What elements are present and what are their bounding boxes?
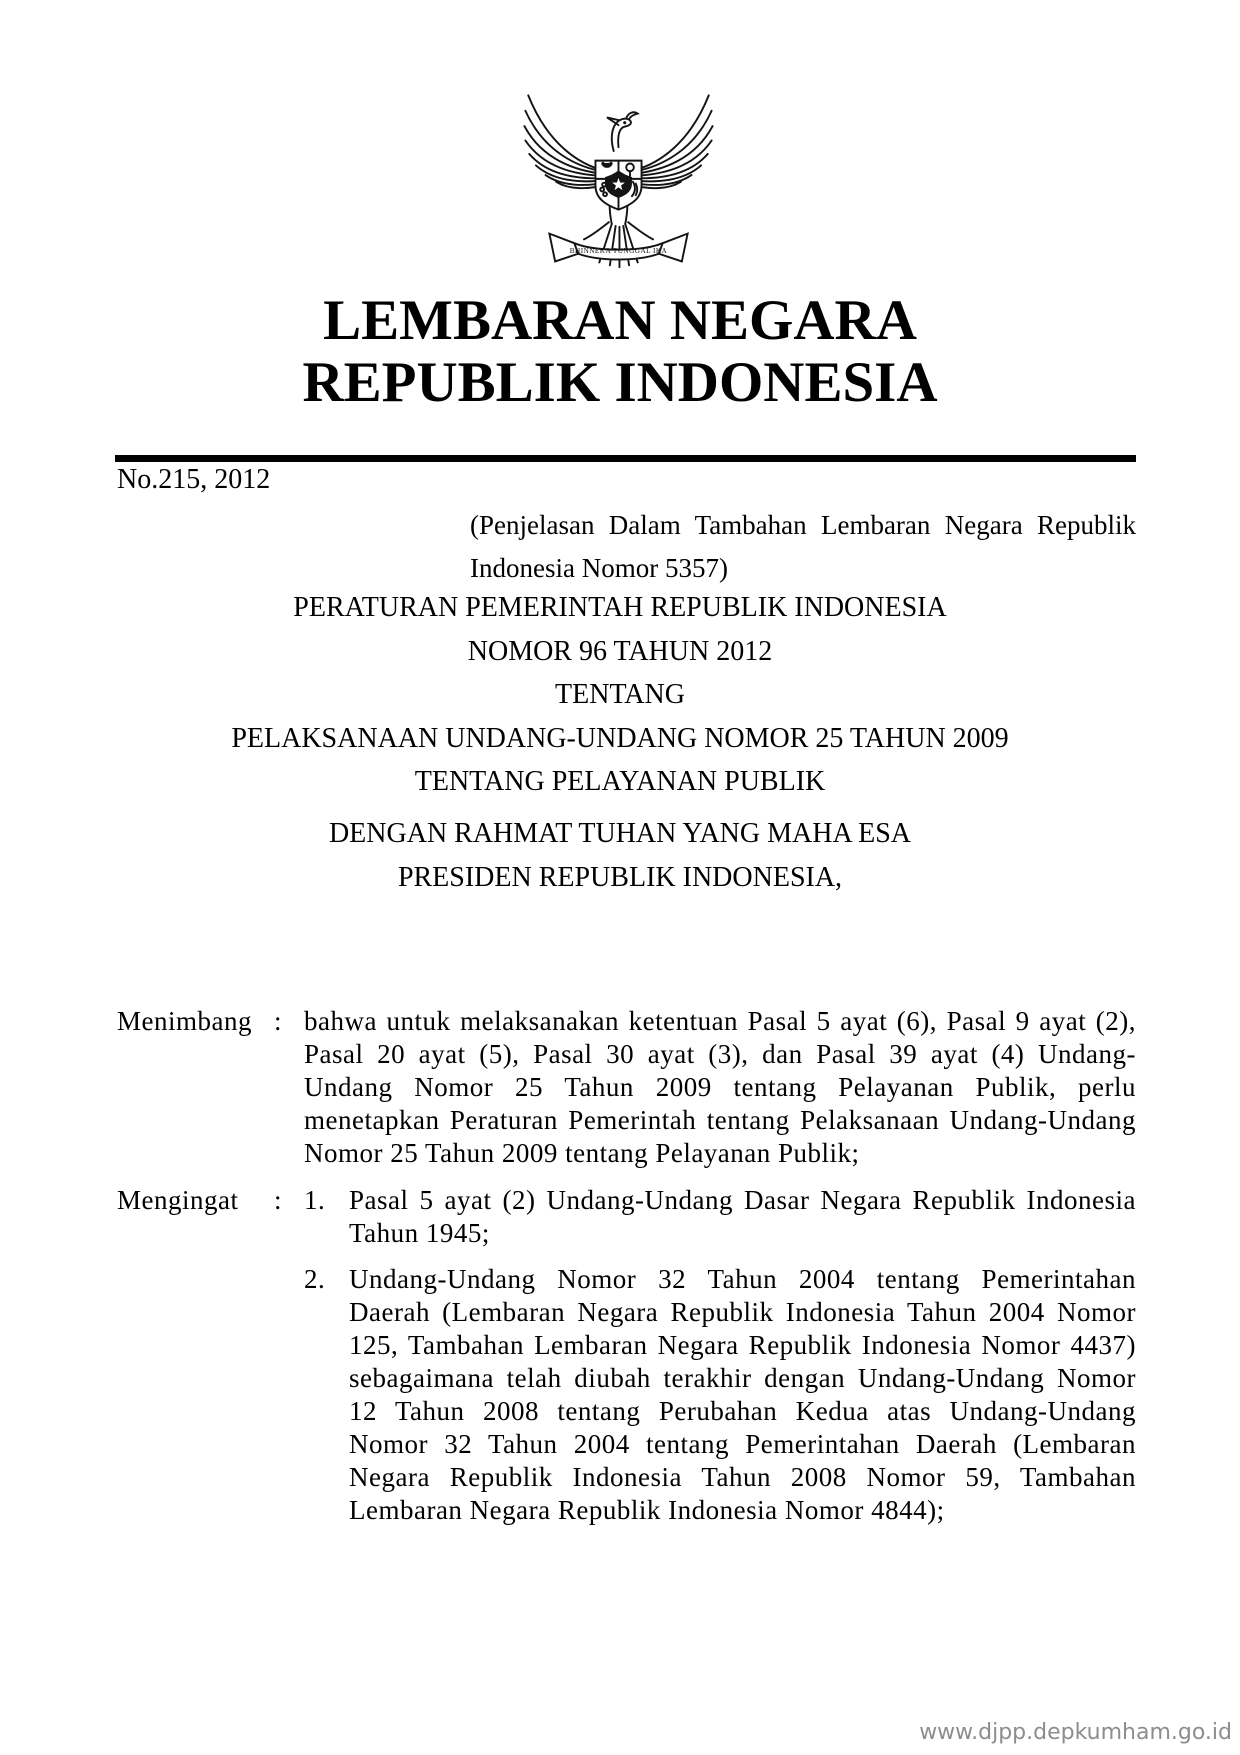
- annotation-note: (Penjelasan Dalam Tambahan Lembaran Negara Republik Indonesia Nomor 5357): [470, 510, 1136, 583]
- clause-label-colon: :: [273, 1006, 282, 1036]
- title-line-5: TENTANG PELAYANAN PUBLIK: [414, 766, 826, 797]
- pancasila-shield: [595, 161, 641, 210]
- title-line-4: PELAKSANAAN UNDANG-UNDANG NOMOR 25 TAHUN 2009: [231, 722, 1009, 754]
- title-line-1: PERATURAN PEMERINTAH REPUBLIK INDONESIA: [293, 592, 947, 623]
- clause-menimbang-label: [117, 1005, 282, 1170]
- list-item-text: Undang-Undang Nomor 32 Tahun 2004 tentang Pemerintahan Daerah (Lembaran Negara Republik Indonesia Tahun 2004 Nomor 125, Tambahan Lembaran Negara Republik Indonesia Nomor 4437) sebagaimana telah diubah terakhir dengan Undang-Undang Nomor 12 Tahun 2008 tentang Perubahan Kedua atas Undang-Undang Nomor 32 Tahun 2004 tentang Pemerintahan Daerah (Lembaran Negara Republik Indonesia Tahun 2008 Nomor 59, Tambahan Lembaran Negara Republik Indonesia Nomor 4844);: [349, 1264, 1136, 1525]
- preamble: [110, 812, 1130, 900]
- regulation-title-block: [110, 586, 1130, 804]
- list-item-number: 1.: [304, 1185, 326, 1215]
- clause-mengingat-label: [117, 1184, 282, 1527]
- preamble-invocation: DENGAN RAHMAT TUHAN YANG MAHA ESA: [328, 818, 912, 849]
- title-line-2: NOMOR 96 TAHUN 2012: [467, 635, 773, 667]
- garuda-pancasila-emblem: [520, 80, 717, 272]
- masthead-rule: [115, 455, 1136, 462]
- clause-mengingat: [117, 1184, 1136, 1527]
- title-line-3: TENTANG: [555, 679, 685, 710]
- masthead-line-2: REPUBLIK INDONESIA: [302, 351, 938, 414]
- garuda-emblem-drawing: [520, 80, 717, 272]
- footer-url: www.djpp.depkumham.go.id: [919, 1720, 1232, 1745]
- gazette-number: No.215, 2012: [117, 464, 271, 495]
- masthead: [110, 290, 1130, 414]
- clauses-section: [117, 1005, 1136, 1541]
- eagle-head: [607, 112, 638, 151]
- clause-label-text: Mengingat: [117, 1185, 239, 1215]
- list-item-text: Pasal 5 ayat (2) Undang-Undang Dasar Negara Republik Indonesia Tahun 1945;: [349, 1185, 1136, 1248]
- list-item-number: 2.: [304, 1264, 326, 1294]
- list-item: [304, 1263, 1136, 1527]
- masthead-line-1: LEMBARAN NEGARA: [323, 289, 917, 352]
- preamble-actor: PRESIDEN REPUBLIK INDONESIA,: [397, 862, 843, 893]
- banner-text: BHINNEKA TUNGGAL IKA: [569, 246, 668, 255]
- clause-label-colon: :: [273, 1185, 282, 1215]
- clause-mengingat-items: [304, 1184, 1136, 1527]
- list-item: [304, 1184, 1136, 1250]
- clause-menimbang-text: bahwa untuk melaksanakan ketentuan Pasal 5 ayat (6), Pasal 9 ayat (2), Pasal 20 ayat (5), Pasal 30 ayat (3), dan Pasal 39 ayat (4) Undang-Undang Nomor 25 Tahun 2009 tentang Pelayanan Publik, perlu menetapkan Peraturan Pemerintah tentang Pelaksanaan Undang-Undang Nomor 25 Tahun 2009 tentang Pelayanan Publik;: [304, 1006, 1136, 1168]
- clause-label-text: Menimbang: [117, 1006, 252, 1036]
- clause-menimbang: [117, 1005, 1136, 1170]
